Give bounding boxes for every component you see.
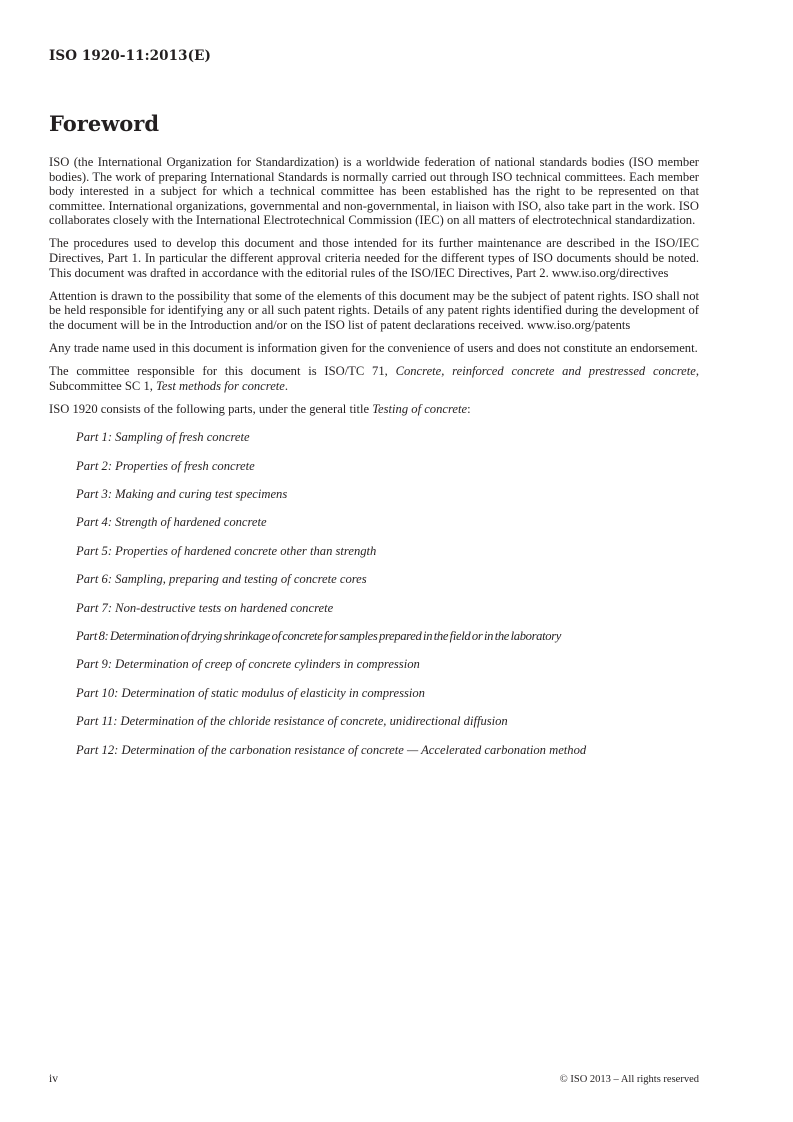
paragraph-procedures: The procedures used to develop this document and those intended for its further maintenance are described in the ISO/IEC Directives, Part 1. In particular the different approval criteria needed for the different types of ISO documents should be noted. This document was drafted in accordance with the editorial rules of the ISO/IEC Directives, Part 2. www.iso.org/directives: [49, 236, 699, 280]
copyright-notice: © ISO 2013 – All rights reserved: [559, 1074, 699, 1085]
part-item-2: Part 2: Properties of fresh concrete: [76, 458, 255, 473]
parts-list: [49, 430, 699, 757]
general-title: Testing of concrete: [372, 401, 468, 416]
paragraph-patents: Attention is drawn to the possibility that some of the elements of this document may be the subject of patent rights. ISO shall not be held responsible for identifying any or all such patent rights. Details of any patent rights identified during the development of the document will be in the Introduction and/or on the ISO list of patent declarations received. www.iso.org/patents: [49, 288, 699, 332]
subcommittee-title: Test methods for concrete: [156, 378, 285, 393]
part-item-6: Part 6: Sampling, preparing and testing of concrete cores: [76, 572, 367, 587]
foreword-body: [49, 155, 699, 771]
committee-text-c: .: [284, 378, 289, 393]
parts-intro-text: ISO 1920 consists of the following parts, under the general title: [49, 401, 373, 416]
committee-title: Concrete, reinforced concrete and prestressed concrete: [395, 364, 696, 379]
paragraph-iso-description: ISO (the International Organization for Standardization) is a worldwide federation of national standards bodies (ISO member bodies). The work of preparing International Standards is normally carried out through ISO technical committees. Each member body interested in a subject for which a technical committee has been established has the right to be represented on that committee. International organizations, governmental and non-governmental, in liaison with ISO, also take part in the work. ISO collaborates closely with the International Electrotechnical Commission (IEC) on all matters of electrotechnical standardization.: [49, 155, 699, 228]
part-item-8: Part 8: Determination of drying shrinkage of concrete for samples prepared in the field or in the laboratory: [76, 628, 562, 643]
paragraph-committee: [49, 364, 699, 393]
part-item-1: Part 1: Sampling of fresh concrete: [76, 430, 250, 445]
part-item-12: Part 12: Determination of the carbonation resistance of concrete — Accelerated carbonation method: [76, 742, 587, 757]
part-item-4: Part 4: Strength of hardened concrete: [76, 515, 267, 530]
part-item-5: Part 5: Properties of hardened concrete other than strength: [76, 543, 377, 558]
committee-text-b: , Subcommittee SC 1,: [49, 364, 700, 393]
part-item-11: Part 11: Determination of the chloride resistance of concrete, unidirectional diffusion: [76, 714, 508, 729]
part-item-10: Part 10: Determination of static modulus of elasticity in compression: [76, 685, 425, 700]
part-item-3: Part 3: Making and curing test specimens: [76, 486, 288, 501]
parts-intro-colon: :: [467, 401, 471, 416]
committee-text-a: The committee responsible for this document is ISO/TC 71,: [49, 364, 396, 379]
part-item-9: Part 9: Determination of creep of concrete cylinders in compression: [76, 657, 420, 672]
part-item-7: Part 7: Non-destructive tests on hardened concrete: [76, 600, 334, 615]
paragraph-trade-name: Any trade name used in this document is information given for the convenience of users and does not constitute an endorsement.: [49, 341, 698, 356]
paragraph-parts-intro: [49, 402, 699, 417]
section-title: Foreword: [49, 111, 160, 136]
document-identifier: ISO 1920-11:2013(E): [49, 48, 212, 64]
page-number: iv: [49, 1073, 58, 1085]
